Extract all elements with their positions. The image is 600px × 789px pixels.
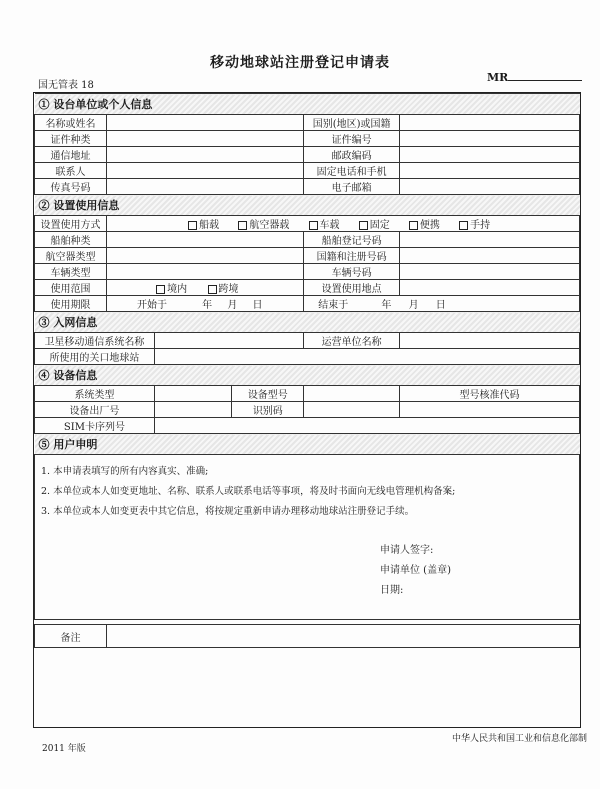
scope-label: 使用范围	[35, 280, 107, 296]
maker-label: 设备出厂号	[35, 402, 155, 418]
form-table	[34, 93, 580, 648]
start-label: 开始于	[136, 300, 167, 311]
start-year-label: 年	[202, 300, 213, 311]
email-field[interactable]	[400, 179, 580, 195]
signer-label: 申请人签字:	[380, 545, 434, 556]
mode-label: 设置使用方式	[35, 216, 107, 232]
end-month-label: 月	[408, 300, 419, 311]
scope-options	[106, 280, 303, 296]
start-month-label: 月	[227, 300, 238, 311]
postcode-field[interactable]	[400, 147, 580, 163]
mode-option-vehicle[interactable]: 车载	[309, 216, 340, 231]
ship-reg-label: 船舶登记号码	[304, 232, 400, 248]
application-form	[33, 92, 581, 728]
declaration-item: 1. 本申请表填写的所有内容真实、准确;	[41, 466, 209, 477]
location-field[interactable]	[400, 280, 580, 296]
contact-field[interactable]	[106, 163, 303, 179]
satsys-field[interactable]	[154, 333, 303, 349]
postcode-label: 邮政编码	[304, 147, 400, 163]
ship-type-label: 船舶种类	[35, 232, 107, 248]
section-2-header: ② 设置使用信息	[35, 195, 580, 216]
vehicle-no-field[interactable]	[400, 264, 580, 280]
checkbox-icon	[188, 221, 197, 230]
model-label: 设备型号	[232, 386, 304, 402]
id-type-field[interactable]	[106, 131, 303, 147]
mr-input-line[interactable]	[508, 70, 582, 81]
name-label: 名称或姓名	[35, 115, 107, 131]
phone-label: 固定电话和手机	[304, 163, 400, 179]
approval-label: 型号核准代码	[400, 386, 580, 402]
ship-reg-field[interactable]	[400, 232, 580, 248]
date-label: 日期:	[380, 585, 404, 596]
sim-field[interactable]	[154, 418, 579, 434]
id-number-label: 证件编号	[304, 131, 400, 147]
period-end[interactable]	[304, 296, 580, 312]
id-type-label: 证件种类	[35, 131, 107, 147]
declaration	[35, 455, 580, 620]
form-number: 国无管表 18	[38, 80, 94, 91]
checkbox-icon	[309, 221, 318, 230]
mode-option-ship[interactable]: 船载	[188, 216, 219, 231]
vehicle-no-label: 车辆号码	[304, 264, 400, 280]
ident-label: 识别码	[232, 402, 304, 418]
address-label: 通信地址	[35, 147, 107, 163]
vehicle-type-field[interactable]	[106, 264, 303, 280]
checkbox-icon	[208, 285, 217, 294]
issuer-note: 中华人民共和国工业和信息化部制	[452, 734, 588, 744]
end-day-label: 日	[435, 300, 446, 311]
mode-options	[106, 216, 579, 232]
unit-seal-label: 申请单位 (盖章)	[380, 565, 451, 576]
checkbox-icon	[156, 285, 165, 294]
fax-label: 传真号码	[35, 179, 107, 195]
aircraft-reg-label: 国籍和注册号码	[304, 248, 400, 264]
scope-option-domestic[interactable]: 境内	[156, 284, 187, 295]
ident-field[interactable]	[304, 402, 400, 418]
form-title: 移动地球站注册登记申请表	[210, 55, 390, 71]
satsys-label: 卫星移动通信系统名称	[35, 333, 155, 349]
contact-label: 联系人	[35, 163, 107, 179]
sim-label: SIM卡序列号	[35, 418, 155, 434]
mode-option-handheld[interactable]: 手持	[459, 216, 490, 231]
remarks-label: 备注	[35, 625, 107, 648]
aircraft-reg-field[interactable]	[400, 248, 580, 264]
id-number-field[interactable]	[400, 131, 580, 147]
section-5-header: ⑤ 用户申明	[35, 434, 580, 455]
email-label: 电子邮箱	[304, 179, 400, 195]
checkbox-icon	[359, 221, 368, 230]
operator-field[interactable]	[400, 333, 580, 349]
start-day-label: 日	[252, 300, 263, 311]
address-field[interactable]	[106, 147, 303, 163]
remarks-field[interactable]	[106, 625, 579, 648]
mr-label: MR	[487, 71, 509, 84]
gateway-label: 所使用的关口地球站	[35, 349, 155, 365]
name-field[interactable]	[106, 115, 303, 131]
period-start[interactable]	[106, 296, 303, 312]
mode-option-fixed[interactable]: 固定	[359, 216, 390, 231]
period-label: 使用期限	[35, 296, 107, 312]
sys-type-field[interactable]	[154, 386, 232, 402]
mode-option-portable[interactable]: 便携	[409, 216, 440, 231]
model-field[interactable]	[304, 386, 400, 402]
checkbox-icon	[459, 221, 468, 230]
gateway-field[interactable]	[154, 349, 579, 365]
country-field[interactable]	[400, 115, 580, 131]
scope-option-crossborder[interactable]: 跨境	[208, 284, 239, 295]
section-3-header: ③ 入网信息	[35, 312, 580, 333]
declaration-item: 2. 本单位或本人如变更地址、名称、联系人或联系电话等事项，将及时书面向无线电管理机构备案;	[41, 486, 456, 497]
approval-field[interactable]	[400, 402, 580, 418]
ship-type-field[interactable]	[106, 232, 303, 248]
declaration-item: 3. 本单位或本人如变更表中其它信息，将按规定重新申请办理移动地球站注册登记手续。	[41, 506, 415, 517]
end-label: 结束于	[318, 300, 349, 311]
aircraft-type-field[interactable]	[106, 248, 303, 264]
fax-field[interactable]	[106, 179, 303, 195]
end-year-label: 年	[381, 300, 392, 311]
section-4-header: ④ 设备信息	[35, 365, 580, 386]
checkbox-icon	[409, 221, 418, 230]
operator-label: 运营单位名称	[304, 333, 400, 349]
country-label: 国别(地区)或国籍	[304, 115, 400, 131]
mode-option-aircraft[interactable]: 航空器载	[238, 216, 289, 231]
section-1-header: ① 设台单位或个人信息	[35, 94, 580, 115]
edition-note: 2011 年版	[42, 744, 86, 754]
checkbox-icon	[238, 221, 247, 230]
aircraft-type-label: 航空器类型	[35, 248, 107, 264]
vehicle-type-label: 车辆类型	[35, 264, 107, 280]
mr-field	[487, 70, 582, 84]
location-label: 设置使用地点	[304, 280, 400, 296]
maker-field[interactable]	[154, 402, 232, 418]
sys-type-label: 系统类型	[35, 386, 155, 402]
phone-field[interactable]	[400, 163, 580, 179]
